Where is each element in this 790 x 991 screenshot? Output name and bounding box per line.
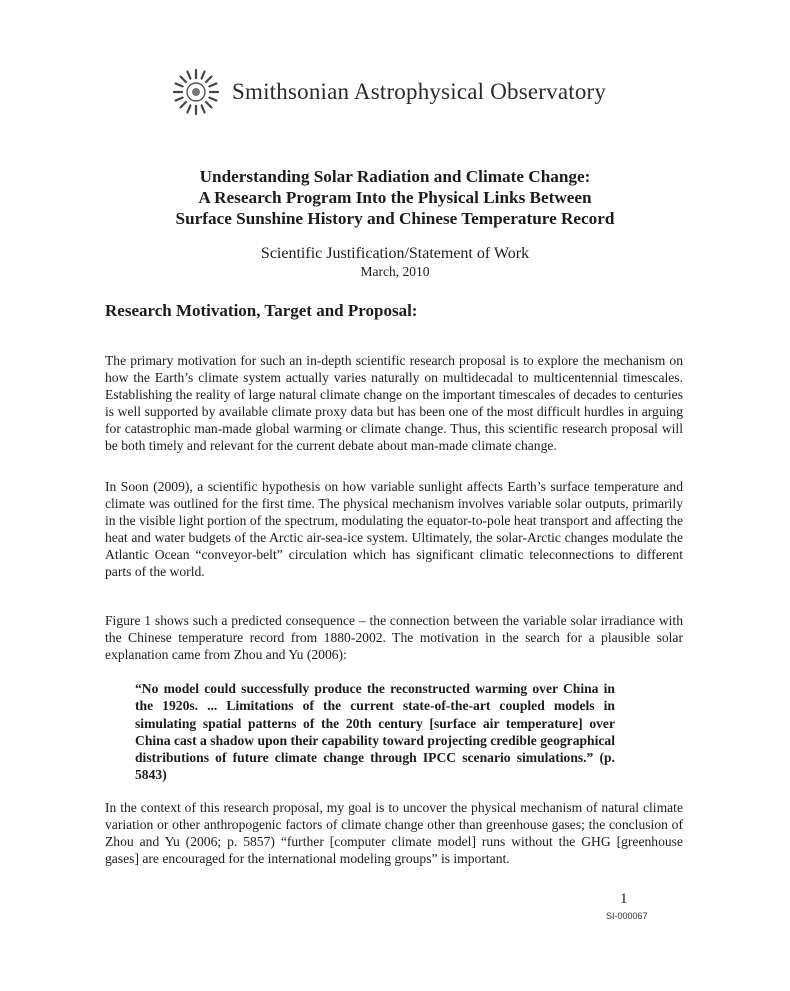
document-subtitle: Scientific Justification/Statement of Work	[260, 245, 530, 262]
letterhead	[170, 66, 606, 118]
paragraph-motivation: The primary motivation for such an in-depth scientific research proposal is to explore the mechanism on how the Earth’s climate system actually varies naturally on multidecadal to multicentennial timescales. Establishing the reality of large natural climate change on the important timescales of decades to centuries is well supported by available climate proxy data but has been one of the most difficult hurdles in arguing for catastrophic man-made global warming or climate change. Thus, this scientific research proposal will be both timely and relevant for the current debate about man-made climate change.	[105, 353, 683, 453]
title-line: A Research Program Into the Physical Links Between	[198, 188, 592, 207]
title-line: Understanding Solar Radiation and Climate Change:	[199, 167, 591, 186]
paragraph-figure-reference: Figure 1 shows such a predicted consequence – the connection between the variable solar irradiance with the Chinese temperature record from 1880-2002. The motivation in the search for a plausible solar explanation came from Zhou and Yu (2006):	[105, 613, 683, 662]
block-quote: “No model could successfully produce the reconstructed warming over China in the 1920s. ... Limitations of the current state-of-the-art coupled models in simulating spatial patterns of the 20th century [surface air temperature] over China cast a shadow upon their capability toward projecting credible geographical distributions of future climate change through IPCC scenario simulations.” (p. 5843)	[135, 681, 615, 783]
document-date: March, 2010	[360, 264, 430, 279]
document-id-stamp: SI-000067	[606, 911, 648, 921]
smithsonian-sunburst-logo	[170, 66, 222, 118]
document-title	[100, 166, 690, 229]
title-line: Surface Sunshine History and Chinese Temperature Record	[175, 209, 615, 228]
page-number: 1	[620, 891, 628, 907]
organization-name: Smithsonian Astrophysical Observatory	[232, 79, 607, 104]
subtitle-block	[100, 244, 690, 280]
paragraph-hypothesis: In Soon (2009), a scientific hypothesis on how variable sunlight affects Earth’s surface temperature and climate was outlined for the first time. The physical mechanism involves variable solar outputs, primarily in the visible light portion of the spectrum, modulating the equator-to-pole heat transport and affecting the heat and water budgets of the Arctic air-sea-ice system. Ultimately, the solar-Arctic changes modulate the Atlantic Ocean “conveyor-belt” circulation which has significant climatic teleconnections to different parts of the world.	[105, 479, 683, 579]
section-heading: Research Motivation, Target and Proposal:	[105, 301, 418, 320]
paragraph-goal: In the context of this research proposal, my goal is to uncover the physical mechanism of natural climate variation or other anthropogenic factors of climate change other than greenhouse gases; the conclusion of Zhou and Yu (2006; p. 5857) “further [computer climate model] runs without the GHG [greenhouse gases] are encouraged for the international modeling groups” is important.	[105, 800, 683, 866]
